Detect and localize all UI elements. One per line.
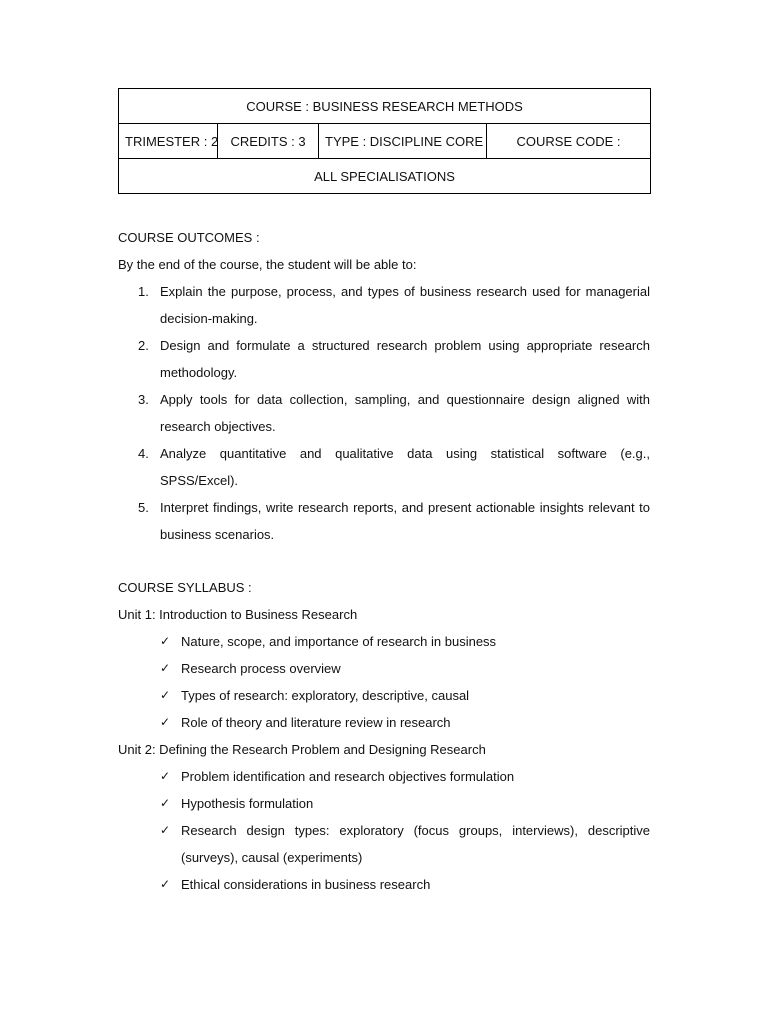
course-details-row <box>119 124 651 159</box>
list-item <box>118 682 650 709</box>
topic-text: Types of research: exploratory, descriptive, causal <box>181 688 470 703</box>
list-item <box>118 655 650 682</box>
course-title-row <box>119 89 651 124</box>
specialisations-cell: ALL SPECIALISATIONS <box>119 159 651 194</box>
outcome-item <box>118 494 650 548</box>
unit-title: Unit 2: Defining the Research Problem and Designing Research <box>118 742 486 757</box>
trimester-cell: TRIMESTER : 2 <box>119 124 218 159</box>
outcome-number: 3. <box>138 392 149 407</box>
check-icon: ✓ <box>160 877 171 891</box>
list-item <box>118 817 650 871</box>
outcome-number: 4. <box>138 446 149 461</box>
list-item <box>118 871 650 898</box>
list-item <box>118 628 650 655</box>
outcome-number: 2. <box>138 338 149 353</box>
course-code-cell: COURSE CODE : <box>487 124 651 159</box>
topic-text: Research process overview <box>181 661 341 676</box>
credits-cell: CREDITS : 3 <box>218 124 319 159</box>
check-icon: ✓ <box>160 661 171 675</box>
check-icon: ✓ <box>160 769 171 783</box>
course-header-table <box>118 88 651 194</box>
specialisations-row <box>119 159 651 194</box>
check-icon: ✓ <box>160 823 171 837</box>
outcome-item <box>118 278 650 332</box>
check-icon: ✓ <box>160 688 171 702</box>
outcome-text: Apply tools for data collection, sampling, and questionnaire design aligned with research objectives. <box>160 392 650 434</box>
course-outcomes-list <box>118 278 650 548</box>
unit-topics-list <box>118 628 650 736</box>
topic-text: Nature, scope, and importance of research in business <box>181 634 497 649</box>
outcome-item <box>118 386 650 440</box>
check-icon: ✓ <box>160 634 171 648</box>
list-item <box>118 763 650 790</box>
topic-text: Hypothesis formulation <box>181 796 314 811</box>
course-outcomes-intro: By the end of the course, the student will be able to: <box>118 257 417 272</box>
outcome-number: 5. <box>138 500 149 515</box>
list-item <box>118 709 650 736</box>
course-title: COURSE : BUSINESS RESEARCH METHODS <box>119 89 651 124</box>
document-page <box>118 88 650 898</box>
outcome-item <box>118 332 650 386</box>
outcome-text: Design and formulate a structured research problem using appropriate research methodology. <box>160 338 650 380</box>
outcome-text: Explain the purpose, process, and types of business research used for managerial decision-making. <box>160 284 650 326</box>
topic-text: Problem identification and research objectives formulation <box>181 769 515 784</box>
check-icon: ✓ <box>160 715 171 729</box>
outcome-number: 1. <box>138 284 149 299</box>
outcome-text: Interpret findings, write research reports, and present actionable insights relevant to business scenarios. <box>160 500 650 542</box>
course-outcomes-heading: COURSE OUTCOMES : <box>118 230 260 245</box>
unit-topics-list <box>118 763 650 898</box>
course-syllabus-heading: COURSE SYLLABUS : <box>118 580 252 595</box>
topic-text: Research design types: exploratory (focus groups, interviews), descriptive (surveys), causal (experiments) <box>181 823 650 865</box>
topic-text: Ethical considerations in business research <box>181 877 431 892</box>
type-cell: TYPE : DISCIPLINE CORE <box>319 124 487 159</box>
topic-text: Role of theory and literature review in research <box>181 715 451 730</box>
check-icon: ✓ <box>160 796 171 810</box>
unit-title: Unit 1: Introduction to Business Research <box>118 607 358 622</box>
outcome-text: Analyze quantitative and qualitative data using statistical software (e.g., SPSS/Excel). <box>160 446 650 488</box>
list-item <box>118 790 650 817</box>
outcome-item <box>118 440 650 494</box>
